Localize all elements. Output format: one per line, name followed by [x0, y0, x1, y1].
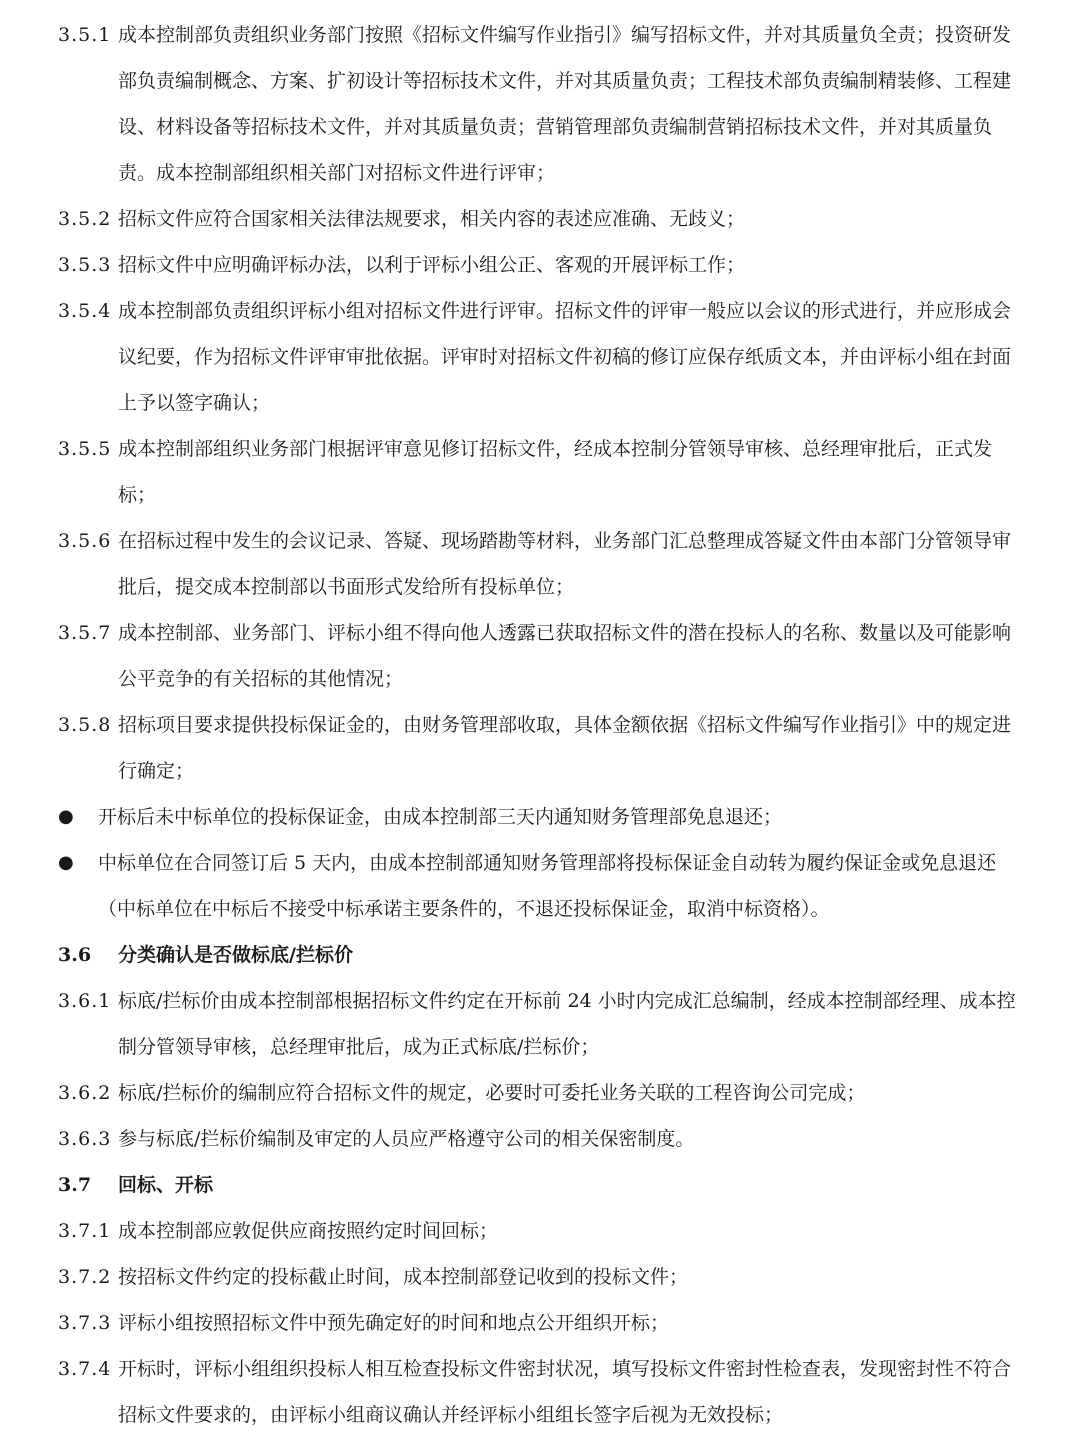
- clause-3-6-1: [58, 978, 1020, 1070]
- section-number: 3.6: [58, 944, 92, 966]
- clause-text: 招标项目要求提供投标保证金的，由财务管理部收取，具体金额依据《招标文件编写作业指引》中的规定进行确定；: [118, 714, 1012, 782]
- clause-3-5-5: [58, 426, 1020, 518]
- clause-number: 3.7.3: [58, 1312, 112, 1334]
- clause-3-5-7: [58, 610, 1020, 702]
- clause-number: 3.5.8: [58, 714, 112, 736]
- clause-3-5-1: [58, 12, 1020, 196]
- clause-text: 成本控制部应敦促供应商按照约定时间回标；: [118, 1220, 499, 1242]
- clause-text: 招标文件中应明确评标办法，以利于评标小组公正、客观的开展评标工作；: [118, 254, 746, 276]
- section-heading-3-7: [58, 1162, 1020, 1208]
- clause-number: 3.5.4: [58, 300, 112, 322]
- clause-text: 开标时，评标小组组织投标人相互检查投标文件密封状况，填写投标文件密封性检查表，发现密封性不符合招标文件要求的，由评标小组商议确认并经评标小组组长签字后视为无效投标；: [118, 1358, 1012, 1426]
- clause-text: 参与标底/拦标价编制及审定的人员应严格遵守公司的相关保密制度。: [118, 1128, 695, 1150]
- clause-3-5-6: [58, 518, 1020, 610]
- clause-number: 3.5.5: [58, 438, 112, 460]
- clause-text: 标底/拦标价由成本控制部根据招标文件约定在开标前 24 小时内完成汇总编制，经成本控制部经理、成本控制分管领导审核，总经理审批后，成为正式标底/拦标价；: [118, 990, 1016, 1058]
- clause-text: 成本控制部负责组织业务部门按照《招标文件编写作业指引》编写招标文件，并对其质量负全责；投资研发部负责编制概念、方案、扩初设计等招标技术文件，并对其质量负责；工程技术部负责编制精装修、工程建设、材料设备等招标技术文件，并对其质量负责；营销管理部负责编制营销招标技术文件，并对其质量负责。成本控制部组织相关部门对招标文件进行评审；: [118, 24, 1012, 184]
- bullet-item: [58, 794, 1020, 840]
- section-number: 3.7: [58, 1174, 92, 1196]
- clause-number: 3.6.1: [58, 990, 112, 1012]
- clause-number: 3.5.3: [58, 254, 112, 276]
- clause-number: 3.7.1: [58, 1220, 112, 1242]
- section-title: 回标、开标: [118, 1174, 214, 1196]
- clause-3-7-4: [58, 1346, 1020, 1438]
- clause-text: 成本控制部负责组织评标小组对招标文件进行评审。招标文件的评审一般应以会议的形式进行，并应形成会议纪要，作为招标文件评审审批依据。评审时对招标文件初稿的修订应保存纸质文本，并由评标小组在封面上予以签字确认；: [118, 300, 1012, 414]
- clause-number: 3.7.4: [58, 1358, 112, 1380]
- clause-3-5-2: [58, 196, 1020, 242]
- section-title: 分类确认是否做标底/拦标价: [118, 944, 353, 966]
- bullet-dot-icon: ●: [58, 806, 74, 827]
- clause-text: 在招标过程中发生的会议记录、答疑、现场踏勘等材料，业务部门汇总整理成答疑文件由本部门分管领导审批后，提交成本控制部以书面形式发给所有投标单位；: [118, 530, 1012, 598]
- section-heading-3-6: [58, 932, 1020, 978]
- clause-3-7-2: [58, 1254, 1020, 1300]
- clause-number: 3.7.2: [58, 1266, 112, 1288]
- bullet-text: 中标单位在合同签订后 5 天内，由成本控制部通知财务管理部将投标保证金自动转为履约保证金或免息退还（中标单位在中标后不接受中标承诺主要条件的，不退还投标保证金，取消中标资格）。: [98, 852, 997, 920]
- bullet-item: [58, 840, 1020, 932]
- clause-number: 3.6.2: [58, 1082, 112, 1104]
- clause-text: 招标文件应符合国家相关法律法规要求，相关内容的表述应准确、无歧义；: [118, 208, 746, 230]
- clause-number: 3.5.1: [58, 24, 112, 46]
- clause-3-5-3: [58, 242, 1020, 288]
- clause-text: 成本控制部、业务部门、评标小组不得向他人透露已获取招标文件的潜在投标人的名称、数量以及可能影响公平竞争的有关招标的其他情况；: [118, 622, 1012, 690]
- clause-number: 3.5.7: [58, 622, 112, 644]
- clause-3-6-2: [58, 1070, 1020, 1116]
- clause-3-5-8: [58, 702, 1020, 794]
- clause-number: 3.5.2: [58, 208, 112, 230]
- bullet-text: 开标后未中标单位的投标保证金，由成本控制部三天内通知财务管理部免息退还；: [98, 806, 783, 828]
- clause-number: 3.5.6: [58, 530, 112, 552]
- clause-text: 按招标文件约定的投标截止时间，成本控制部登记收到的投标文件；: [118, 1266, 689, 1288]
- clause-text: 评标小组按照招标文件中预先确定好的时间和地点公开组织开标；: [118, 1312, 670, 1334]
- bullet-dot-icon: ●: [58, 852, 74, 873]
- clause-text: 成本控制部组织业务部门根据评审意见修订招标文件，经成本控制分管领导审核、总经理审批后，正式发标；: [118, 438, 993, 506]
- clause-3-5-4: [58, 288, 1020, 426]
- clause-3-7-3: [58, 1300, 1020, 1346]
- clause-3-6-3: [58, 1116, 1020, 1162]
- clause-number: 3.6.3: [58, 1128, 112, 1150]
- clause-3-7-1: [58, 1208, 1020, 1254]
- clause-text: 标底/拦标价的编制应符合招标文件的规定，必要时可委托业务关联的工程咨询公司完成；: [118, 1082, 866, 1104]
